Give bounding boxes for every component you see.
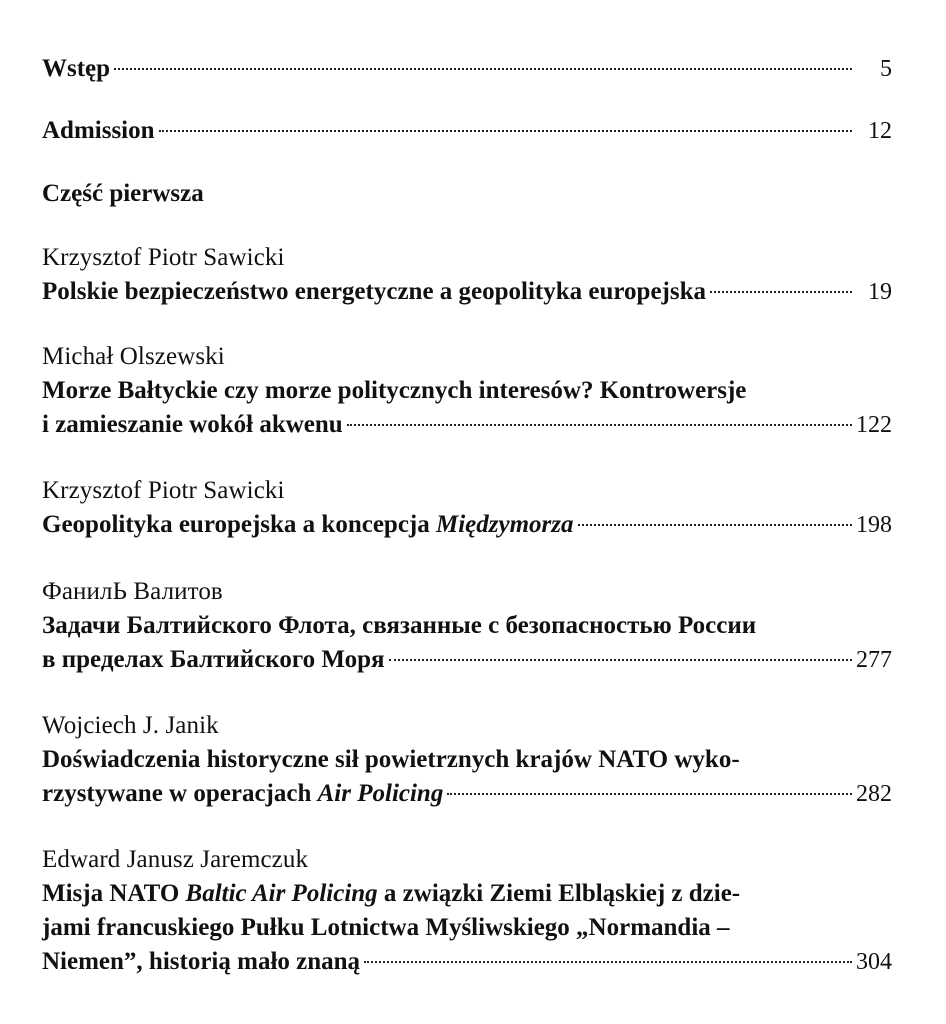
toc-author: Michał Olszewski xyxy=(42,343,225,370)
toc-page-number: 277 xyxy=(856,647,892,673)
toc-title-text: a związki Ziemi Elbląskiej z dzie- xyxy=(377,880,741,907)
toc-title: Niemen”, historią mało znaną xyxy=(42,948,361,975)
toc-author: Edward Janusz Jaremczuk xyxy=(42,846,309,873)
toc-author: ФанилЬ Валитов xyxy=(42,578,223,605)
toc-title-italic: Baltic Air Policing xyxy=(185,880,378,907)
toc-title-line: Doświadczenia historyczne sił powietrznych krajów NATO wyko- xyxy=(42,746,740,773)
toc-title xyxy=(42,508,574,542)
dot-leader xyxy=(114,68,852,70)
toc-title: Wstęp xyxy=(42,55,111,82)
toc-author: Wojciech J. Janik xyxy=(42,712,219,739)
toc-page-number: 12 xyxy=(868,118,892,144)
toc-title xyxy=(42,777,443,811)
toc-author: Krzysztof Piotr Sawicki xyxy=(42,244,285,271)
toc-title-italic: Międzymorza xyxy=(436,511,574,538)
dot-leader xyxy=(364,961,852,963)
toc-entry[interactable] xyxy=(42,340,892,442)
toc-page-number: 5 xyxy=(880,56,892,82)
dot-leader xyxy=(578,524,853,526)
toc-entry[interactable] xyxy=(42,575,892,677)
toc-title-italic: Air Policing xyxy=(317,780,444,807)
dot-leader xyxy=(389,659,852,661)
toc-page-number: 122 xyxy=(856,412,892,438)
dot-leader xyxy=(159,130,852,132)
toc-title-text: Geopolityka europejska a koncepcja xyxy=(42,511,436,538)
dot-leader xyxy=(710,291,852,293)
toc-title: i zamieszanie wokół akwenu xyxy=(42,411,343,438)
toc-title-line xyxy=(42,877,892,911)
toc-entry[interactable] xyxy=(42,709,892,811)
dot-leader xyxy=(447,793,852,795)
toc-page-number: 304 xyxy=(856,949,892,975)
toc-title-text: rzystywane w operacjach xyxy=(42,780,318,807)
toc-title-line: Задачи Балтийского Флота, связанные с безопасностью России xyxy=(42,612,757,639)
toc-title: в пределах Балтийского Моря xyxy=(42,646,385,673)
part-heading xyxy=(42,177,892,211)
toc-page-number: 19 xyxy=(868,279,892,305)
toc-entry-admission[interactable] xyxy=(42,114,892,148)
toc-entry[interactable] xyxy=(42,474,892,542)
toc-entry[interactable] xyxy=(42,241,892,309)
toc-entry-intro[interactable] xyxy=(42,52,892,86)
toc-entry[interactable] xyxy=(42,843,892,979)
toc-title-line: Morze Bałtyckie czy morze politycznych interesów? Kontrowersje xyxy=(42,377,747,404)
toc-author: Krzysztof Piotr Sawicki xyxy=(42,477,285,504)
toc-title-text: Misja NATO xyxy=(42,880,186,907)
toc-title-line: jami francuskiego Pułku Lotnictwa Myśliwskiego „Normandia – xyxy=(42,914,730,941)
toc-page-number: 198 xyxy=(856,512,892,538)
dot-leader xyxy=(347,424,852,426)
part-title: Część pierwsza xyxy=(42,180,204,207)
toc-page-number: 282 xyxy=(856,781,892,807)
toc-title: Admission xyxy=(42,117,155,144)
toc-title: Polskie bezpieczeństwo energetyczne a geopolityka europejska xyxy=(42,278,707,305)
